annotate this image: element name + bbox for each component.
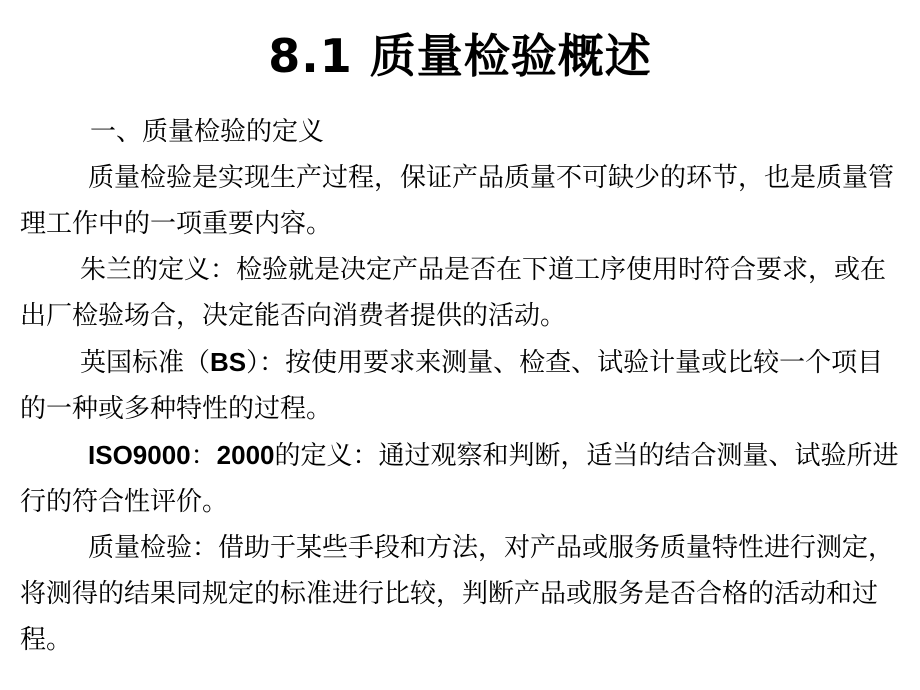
paragraph-quality-inspection: 质量检验：借助于某些手段和方法，对产品或服务质量特性进行测定，将测得的结果同规定的标准进行比较，判断产品或服务是否合格的活动和过程。 [20, 533, 895, 655]
paragraph-iso-definition [20, 432, 900, 525]
paragraph-bs-definition [20, 339, 900, 432]
bs-prefix: 英国标准（ [80, 348, 211, 378]
slide-body [20, 109, 900, 663]
slide-title: 8.1 质量检验概述 [268, 29, 652, 83]
iso-label: ISO9000 [88, 440, 191, 470]
paragraph-definition-intro: 质量检验是实现生产过程，保证产品质量不可缺少的环节，也是质量管理工作中的一项重要内容。 [20, 163, 895, 239]
iso-suffix: 的定义：通过观察和判断，适当的结合测量、试验所进行的符合性评价。 [20, 441, 899, 517]
iso-colon: ： [190, 441, 217, 471]
iso-year: 2000 [216, 440, 275, 470]
bs-label: BS [210, 347, 247, 377]
section-heading: 一、质量检验的定义 [90, 117, 325, 147]
paragraph-juran-definition: 朱兰的定义：检验就是决定产品是否在下道工序使用时符合要求，或在出厂检验场合，决定能否向消费者提供的活动。 [20, 255, 887, 331]
bs-suffix: ）：按使用要求来测量、检查、试验计量或比较一个项目的一种或多种特性的过程。 [20, 348, 884, 424]
